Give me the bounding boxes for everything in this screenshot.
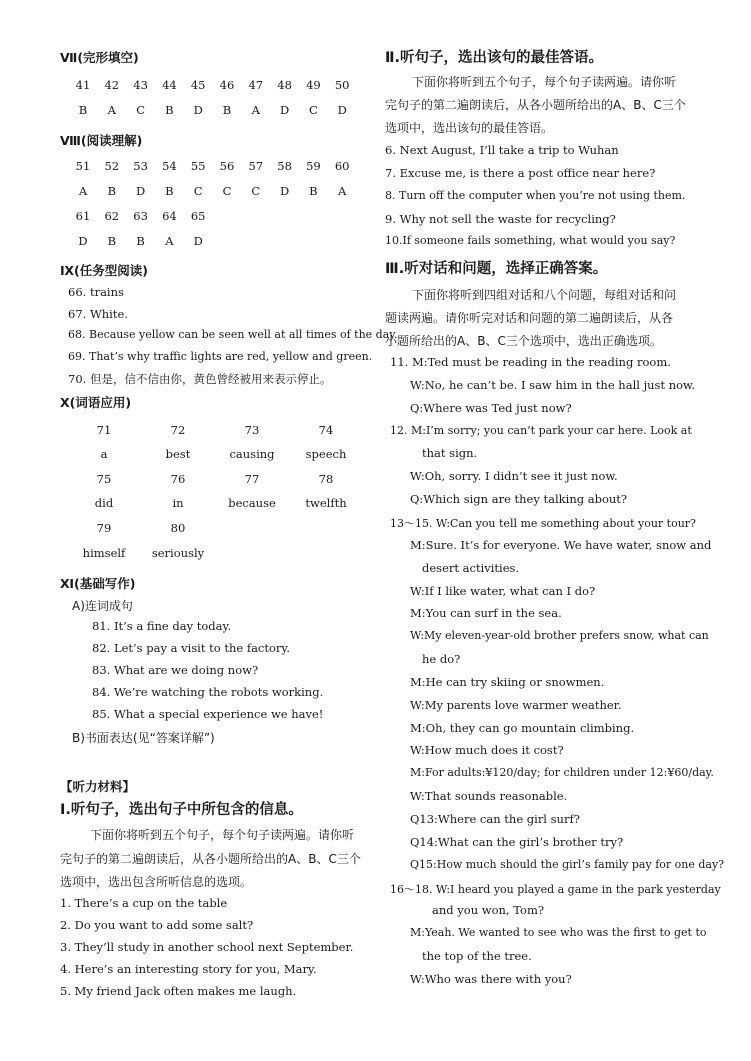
dialogue-line: 13～15. W:Can you tell me something about your tour? — [390, 516, 696, 530]
script-5: 5. My friend Jack often makes me laugh. — [60, 984, 297, 998]
dialogue-line: Q15:How much should the girl’s family pay for one day? — [410, 857, 725, 871]
answer-letter: D — [337, 103, 347, 117]
dialogue-line: Q:Where was Ted just now? — [410, 400, 572, 415]
part-1-intro-2: 完句子的第二遍朗读后，从各小题所给出的A、B、C三个 — [60, 852, 361, 866]
question-number: 50 — [334, 78, 350, 92]
question-number: 65 — [190, 209, 206, 223]
answer-letter: D — [135, 184, 146, 198]
answer-letter: B — [78, 103, 88, 117]
dialogue-line: W:That sounds reasonable. — [410, 789, 568, 804]
question-number: 44 — [162, 78, 177, 92]
question-number: 53 — [133, 159, 148, 173]
dialogue-line: M:Sure. It’s for everyone. We have water, snow and — [410, 537, 712, 552]
question-number: 76 — [170, 472, 186, 486]
question-number: 80 — [170, 521, 186, 535]
answer-word: himself — [82, 546, 126, 560]
answer-letter: B — [165, 103, 174, 117]
dialogue-line: and you won, Tom? — [432, 903, 545, 918]
dialogue-line: W:Who was there with you? — [410, 971, 572, 986]
answer-81: 81. It’s a fine day today. — [92, 619, 232, 633]
question-number: 63 — [133, 209, 148, 223]
section-9-heading: Ⅸ(任务型阅读) — [60, 263, 148, 278]
question-number: 57 — [248, 159, 264, 173]
question-number: 79 — [96, 521, 112, 535]
answer-84: 84. We’re watching the robots working. — [92, 685, 324, 699]
answer-66: 66. trains — [68, 285, 124, 299]
question-number: 61 — [75, 209, 91, 223]
answer-word: best — [165, 447, 191, 461]
answer-letter: B — [136, 234, 145, 248]
question-number: 55 — [190, 159, 206, 173]
question-number: 49 — [306, 78, 321, 92]
answer-letter: D — [78, 234, 88, 248]
answer-68: 68. Because yellow can be seen well at all times of the day. — [68, 328, 398, 341]
section-8-heading: Ⅷ(阅读理解) — [60, 133, 143, 148]
dialogue-line: Q:Which sign are they talking about? — [410, 492, 628, 507]
answer-letter: A — [338, 184, 347, 198]
answer-letter: B — [165, 184, 174, 198]
part-1-intro-1: 下面你将听到五个句子，每个句子读两遍。请你听 — [90, 828, 355, 842]
answer-67: 67. White. — [68, 307, 128, 321]
question-number: 51 — [75, 159, 91, 173]
answer-83: 83. What are we doing now? — [92, 663, 259, 677]
answer-letter: D — [279, 184, 290, 198]
section-11-heading: Ⅺ(基础写作) — [60, 576, 136, 591]
answer-69: 69. That’s why traffic lights are red, yellow and green. — [68, 350, 373, 363]
question-number: 47 — [248, 78, 264, 92]
dialogue-line: 16～18. W:I heard you played a game in the park yesterday — [390, 882, 721, 896]
part-3-intro-2: 题读两遍。请你听完对话和问题的第二遍朗读后，从各 — [385, 311, 674, 325]
dialogue-line: M:For adults:¥120/day; for children under 12:¥60/day. — [410, 766, 714, 780]
part-2-intro-3: 选项中，选出该句的最佳答语。 — [385, 121, 554, 135]
script-9: 9. Why not sell the waste for recycling? — [385, 212, 616, 226]
listening-title: 【听力材料】 — [60, 779, 136, 794]
script-6: 6. Next August, I’ll take a trip to Wuhan — [385, 143, 619, 157]
answer-letter: B — [107, 184, 117, 198]
dialogue-line: the top of the tree. — [422, 949, 532, 964]
section-11-sub-a: A)连词成句 — [72, 599, 133, 613]
answer-letter: A — [251, 103, 260, 117]
question-number: 41 — [75, 78, 91, 92]
question-number: 48 — [277, 78, 292, 92]
question-number: 58 — [277, 159, 292, 173]
answer-word: a — [100, 447, 108, 461]
dialogue-line: W:My parents love warmer weather. — [410, 697, 622, 712]
script-3: 3. They’ll study in another school next September. — [60, 940, 354, 954]
script-7: 7. Excuse me, is there a post office near here? — [385, 166, 656, 180]
answer-letter: D — [279, 103, 290, 117]
part-1-heading: Ⅰ.听句子，选出句子中所包含的信息。 — [60, 802, 303, 818]
dialogue-line: W:No, he can’t be. I saw him in the hall just now. — [410, 377, 696, 392]
answer-word: causing — [229, 447, 275, 461]
dialogue-line: W:My eleven-year-old brother prefers snow, what can — [410, 629, 709, 643]
script-2: 2. Do you want to add some salt? — [60, 918, 254, 932]
question-number: 52 — [104, 159, 120, 173]
answer-85: 85. What a special experience we have! — [92, 707, 324, 721]
answer-word: speech — [305, 447, 347, 461]
dialogue-line: M:Oh, they can go mountain climbing. — [410, 720, 635, 735]
question-number: 78 — [318, 472, 334, 486]
answer-letter: C — [308, 103, 318, 117]
question-number: 46 — [219, 78, 235, 92]
question-number: 60 — [334, 159, 350, 173]
answer-letter: A — [107, 103, 116, 117]
dialogue-line: that sign. — [422, 446, 478, 461]
answer-letter: B — [222, 103, 232, 117]
answer-letter: A — [78, 184, 88, 198]
question-number: 77 — [244, 472, 260, 486]
section-10-heading: Ⅹ(词语应用) — [60, 395, 132, 410]
answer-82: 82. Let’s pay a visit to the factory. — [92, 641, 291, 655]
question-number: 42 — [104, 78, 120, 92]
dialogue-line: M:He can try skiing or snowmen. — [410, 674, 605, 689]
answer-letter: D — [193, 103, 203, 117]
answer-word: because — [228, 496, 276, 510]
dialogue-line: 11. M:Ted must be reading in the reading room. — [390, 355, 671, 369]
question-number: 62 — [104, 209, 120, 223]
question-number: 73 — [244, 423, 260, 437]
question-number: 45 — [190, 78, 206, 92]
part-1-intro-3: 选项中，选出包含所听信息的选项。 — [60, 875, 253, 889]
dialogue-line: W:How much does it cost? — [410, 743, 564, 758]
part-2-heading: Ⅱ.听句子，选出该句的最佳答语。 — [385, 50, 604, 66]
answer-letter: B — [309, 184, 318, 198]
part-2-intro-2: 完句子的第二遍朗读后，从各小题所给出的A、B、C三个 — [385, 98, 686, 112]
question-number: 72 — [170, 423, 186, 437]
dialogue-line: he do? — [422, 652, 461, 667]
answer-letter: C — [251, 184, 261, 198]
answer-word: seriously — [151, 546, 205, 560]
question-number: 64 — [162, 209, 177, 223]
answer-letter: D — [193, 234, 203, 248]
answer-letter: C — [222, 184, 232, 198]
dialogue-line: W:If I like water, what can I do? — [410, 583, 596, 598]
part-2-intro-1: 下面你将听到五个句子，每个句子读两遍。请你听 — [412, 75, 677, 89]
script-10: 10.If someone fails something, what would you say? — [385, 234, 676, 247]
script-8: 8. Turn off the computer when you’re not using them. — [385, 189, 686, 202]
dialogue-line: Q14:What can the girl’s brother try? — [410, 834, 624, 849]
dialogue-line: 12. M:I’m sorry; you can’t park your car here. Look at — [390, 423, 692, 437]
question-number: 59 — [306, 159, 321, 173]
section-11-sub-b: B)书面表达(见“答案详解”) — [72, 731, 215, 745]
answer-letter: C — [193, 184, 203, 198]
question-number: 56 — [219, 159, 235, 173]
question-number: 75 — [96, 472, 112, 486]
section-7-heading: Ⅶ(完形填空) — [60, 50, 139, 65]
question-number: 54 — [162, 159, 177, 173]
answer-letter: B — [107, 234, 117, 248]
answer-letter: A — [165, 234, 174, 248]
dialogue-line: M:Yeah. We wanted to see who was the first to get to — [410, 926, 707, 940]
dialogue-line: desert activities. — [422, 560, 520, 575]
dialogue-line: Q13:Where can the girl surf? — [410, 812, 580, 826]
part-3-heading: Ⅲ.听对话和问题，选择正确答案。 — [385, 261, 608, 277]
answer-word: in — [172, 496, 184, 510]
answer-letter: C — [136, 103, 145, 117]
question-number: 71 — [96, 423, 112, 437]
part-3-intro-3: 小题所给出的A、B、C三个选项中，选出正确选项。 — [385, 334, 662, 348]
answer-word: twelfth — [305, 496, 347, 510]
dialogue-line: W:Oh, sorry. I didn’t see it just now. — [410, 469, 618, 484]
question-number: 74 — [318, 423, 334, 437]
question-number: 43 — [133, 78, 148, 92]
answer-70: 70. 但是，信不信由你，黄色曾经被用来表示停止。 — [68, 372, 332, 386]
answer-word: did — [94, 496, 114, 510]
dialogue-line: M:You can surf in the sea. — [410, 606, 562, 621]
script-1: 1. There’s a cup on the table — [60, 896, 228, 910]
part-3-intro-1: 下面你将听到四组对话和八个问题，每组对话和问 — [412, 288, 677, 302]
script-4: 4. Here’s an interesting story for you, Mary. — [60, 962, 317, 976]
